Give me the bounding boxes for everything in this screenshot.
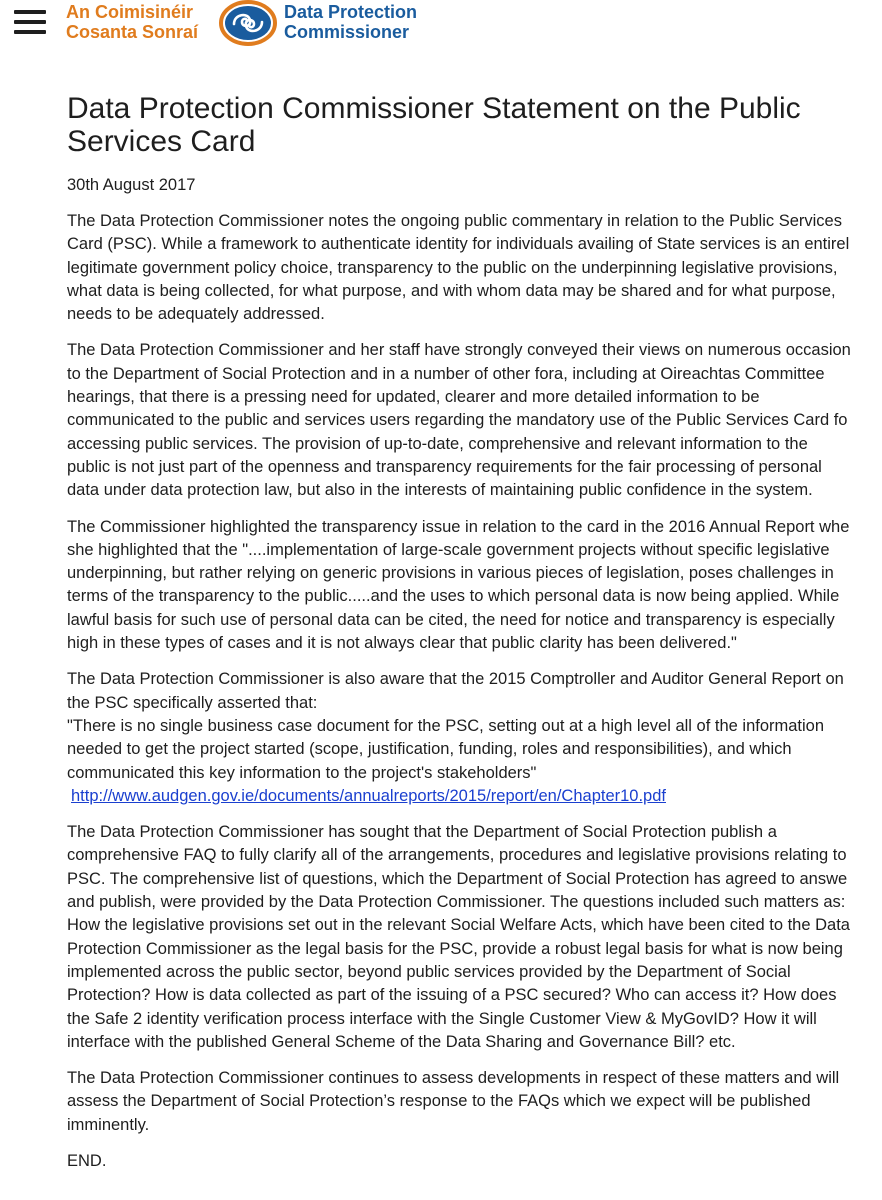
paragraph-line: what data is being collected, for what purpose, and with whom data may be shared and for what purpose, [67, 281, 836, 300]
article [67, 92, 882, 1173]
paragraph-line: and publish, were provided by the Data Protection Commissioner. The questions included such matters as: [67, 893, 846, 912]
paragraph-line: communicated to the public and services users regarding the mandatory use of the Public Services Card fo [67, 411, 848, 430]
article-paragraph [67, 210, 882, 326]
paragraph-line: legitimate government policy choice, transparency to the public on the underpinning legislative provisions, [67, 258, 838, 277]
logo-english-text[interactable] [284, 2, 417, 42]
paragraph-line: comprehensive FAQ to fully clarify all of the arrangements, procedures and legislative provisions relating to [67, 846, 847, 865]
paragraph-line: to the Department of Social Protection and in a number of other fora, including at Oireachtas Committee [67, 364, 825, 383]
article-paragraph [67, 668, 882, 808]
paragraph-line: high in these types of cases and it is not always clear that public clarity has been delivered." [67, 634, 737, 653]
paragraph-line: accessing public services. The provision of up-to-date, comprehensive and relevant information to the [67, 434, 808, 453]
paragraph-line: The Data Protection Commissioner is also aware that the 2015 Comptroller and Auditor General Report on [67, 670, 844, 689]
paragraph-line: Protection Commissioner as the legal basis for the PSC, provide a robust legal basis for what is now being [67, 939, 843, 958]
article-date: 30th August 2017 [67, 176, 196, 194]
paragraph-line: underpinning, but rather relying on generic provisions in various pieces of legislation, poses challenges in [67, 564, 834, 583]
paragraph-line: implemented across the public sector, beyond public services provided by the Department of Social [67, 962, 791, 981]
paragraph-line: lawful basis for such use of personal data can be cited, the need for notice and transparency is especially [67, 610, 835, 629]
paragraph-line: assess the Department of Social Protection’s response to the FAQs which we expect will be published [67, 1092, 811, 1111]
article-paragraph [67, 1067, 882, 1137]
logo-english-line-1: Data Protection [284, 2, 418, 22]
logo-irish-line-1: An Coimisinéir [66, 2, 194, 22]
paragraph-line: imminently. [67, 1115, 150, 1134]
article-paragraph [67, 1150, 882, 1173]
paragraph-line: hearings, that there is a pressing need for updated, clearer and more detailed information to be [67, 388, 760, 407]
paragraph-line: The Data Protection Commissioner notes the ongoing public commentary in relation to the Public Services [67, 212, 842, 230]
paragraph-line: Protection? How is data collected as part of the issuing of a PSC secured? Who can access it? How does [67, 986, 837, 1005]
paragraph-line: END. [67, 1151, 107, 1170]
swirl-logo-icon[interactable] [216, 0, 280, 46]
paragraph-line: she highlighted that the "....implementation of large-scale government projects without specific legislative [67, 540, 830, 559]
paragraph-line: The Data Protection Commissioner has sought that the Department of Social Protection publish a [67, 823, 777, 842]
logo-irish-line-2: Cosanta Sonraí [66, 22, 199, 42]
paragraph-line: the PSC specifically asserted that: [67, 693, 318, 712]
paragraph-line: needs to be adequately addressed. [67, 305, 325, 324]
article-paragraph [67, 516, 882, 656]
menu-bar [14, 10, 46, 14]
report-link[interactable]: http://www.audgen.gov.ie/documents/annualreports/2015/report/en/Chapter10.pdf [71, 786, 666, 805]
menu-bar [14, 20, 46, 24]
paragraph-line: PSC. The comprehensive list of questions, which the Department of Social Protection has agreed to answe [67, 869, 848, 888]
paragraph-line: terms of the transparency to the public.....and the uses to which personal data is now being applied. While [67, 587, 840, 606]
paragraph-line: the Safe 2 identity verification process interface with the Single Customer View & MyGovID? How it will [67, 1009, 817, 1028]
paragraph-line: The Data Protection Commissioner and her staff have strongly conveyed their views on numerous occasion [67, 341, 851, 360]
page-title: Data Protection Commissioner Statement on the Public Services Card [67, 92, 801, 158]
site-header [0, 0, 882, 50]
paragraph-line: How the legislative provisions set out in the relevant Social Welfare Acts, which have been cited to the Data [67, 916, 850, 935]
paragraph-line: needed to get the project started (scope, justification, funding, roles and responsibilities), and which [67, 740, 792, 759]
paragraph-line: The Data Protection Commissioner continues to assess developments in respect of these matters and will [67, 1069, 840, 1088]
paragraph-line: communicated this key information to the project's stakeholders" [67, 763, 537, 782]
logo-irish-text[interactable] [66, 2, 198, 42]
paragraph-line: Card (PSC). While a framework to authenticate identity for individuals availing of State services is an entirel [67, 235, 850, 254]
article-paragraph [67, 339, 882, 502]
paragraph-line: The Commissioner highlighted the transparency issue in relation to the card in the 2016 Annual Report whe [67, 517, 850, 536]
menu-bar [14, 30, 46, 34]
article-paragraph [67, 821, 882, 1054]
paragraph-line: "There is no single business case document for the PSC, setting out at a high level all of the information [67, 716, 825, 735]
article-body [67, 210, 882, 1173]
hamburger-menu-icon[interactable] [14, 10, 46, 34]
paragraph-line: interface with the published General Scheme of the Data Sharing and Governance Bill? etc. [67, 1032, 736, 1051]
paragraph-line: data under data protection law, but also in the interests of maintaining public confidence in the system. [67, 481, 813, 500]
paragraph-line: public is not just part of the openness and transparency requirements for the fair processing of personal [67, 457, 822, 476]
logo-english-line-2: Commissioner [284, 22, 410, 42]
